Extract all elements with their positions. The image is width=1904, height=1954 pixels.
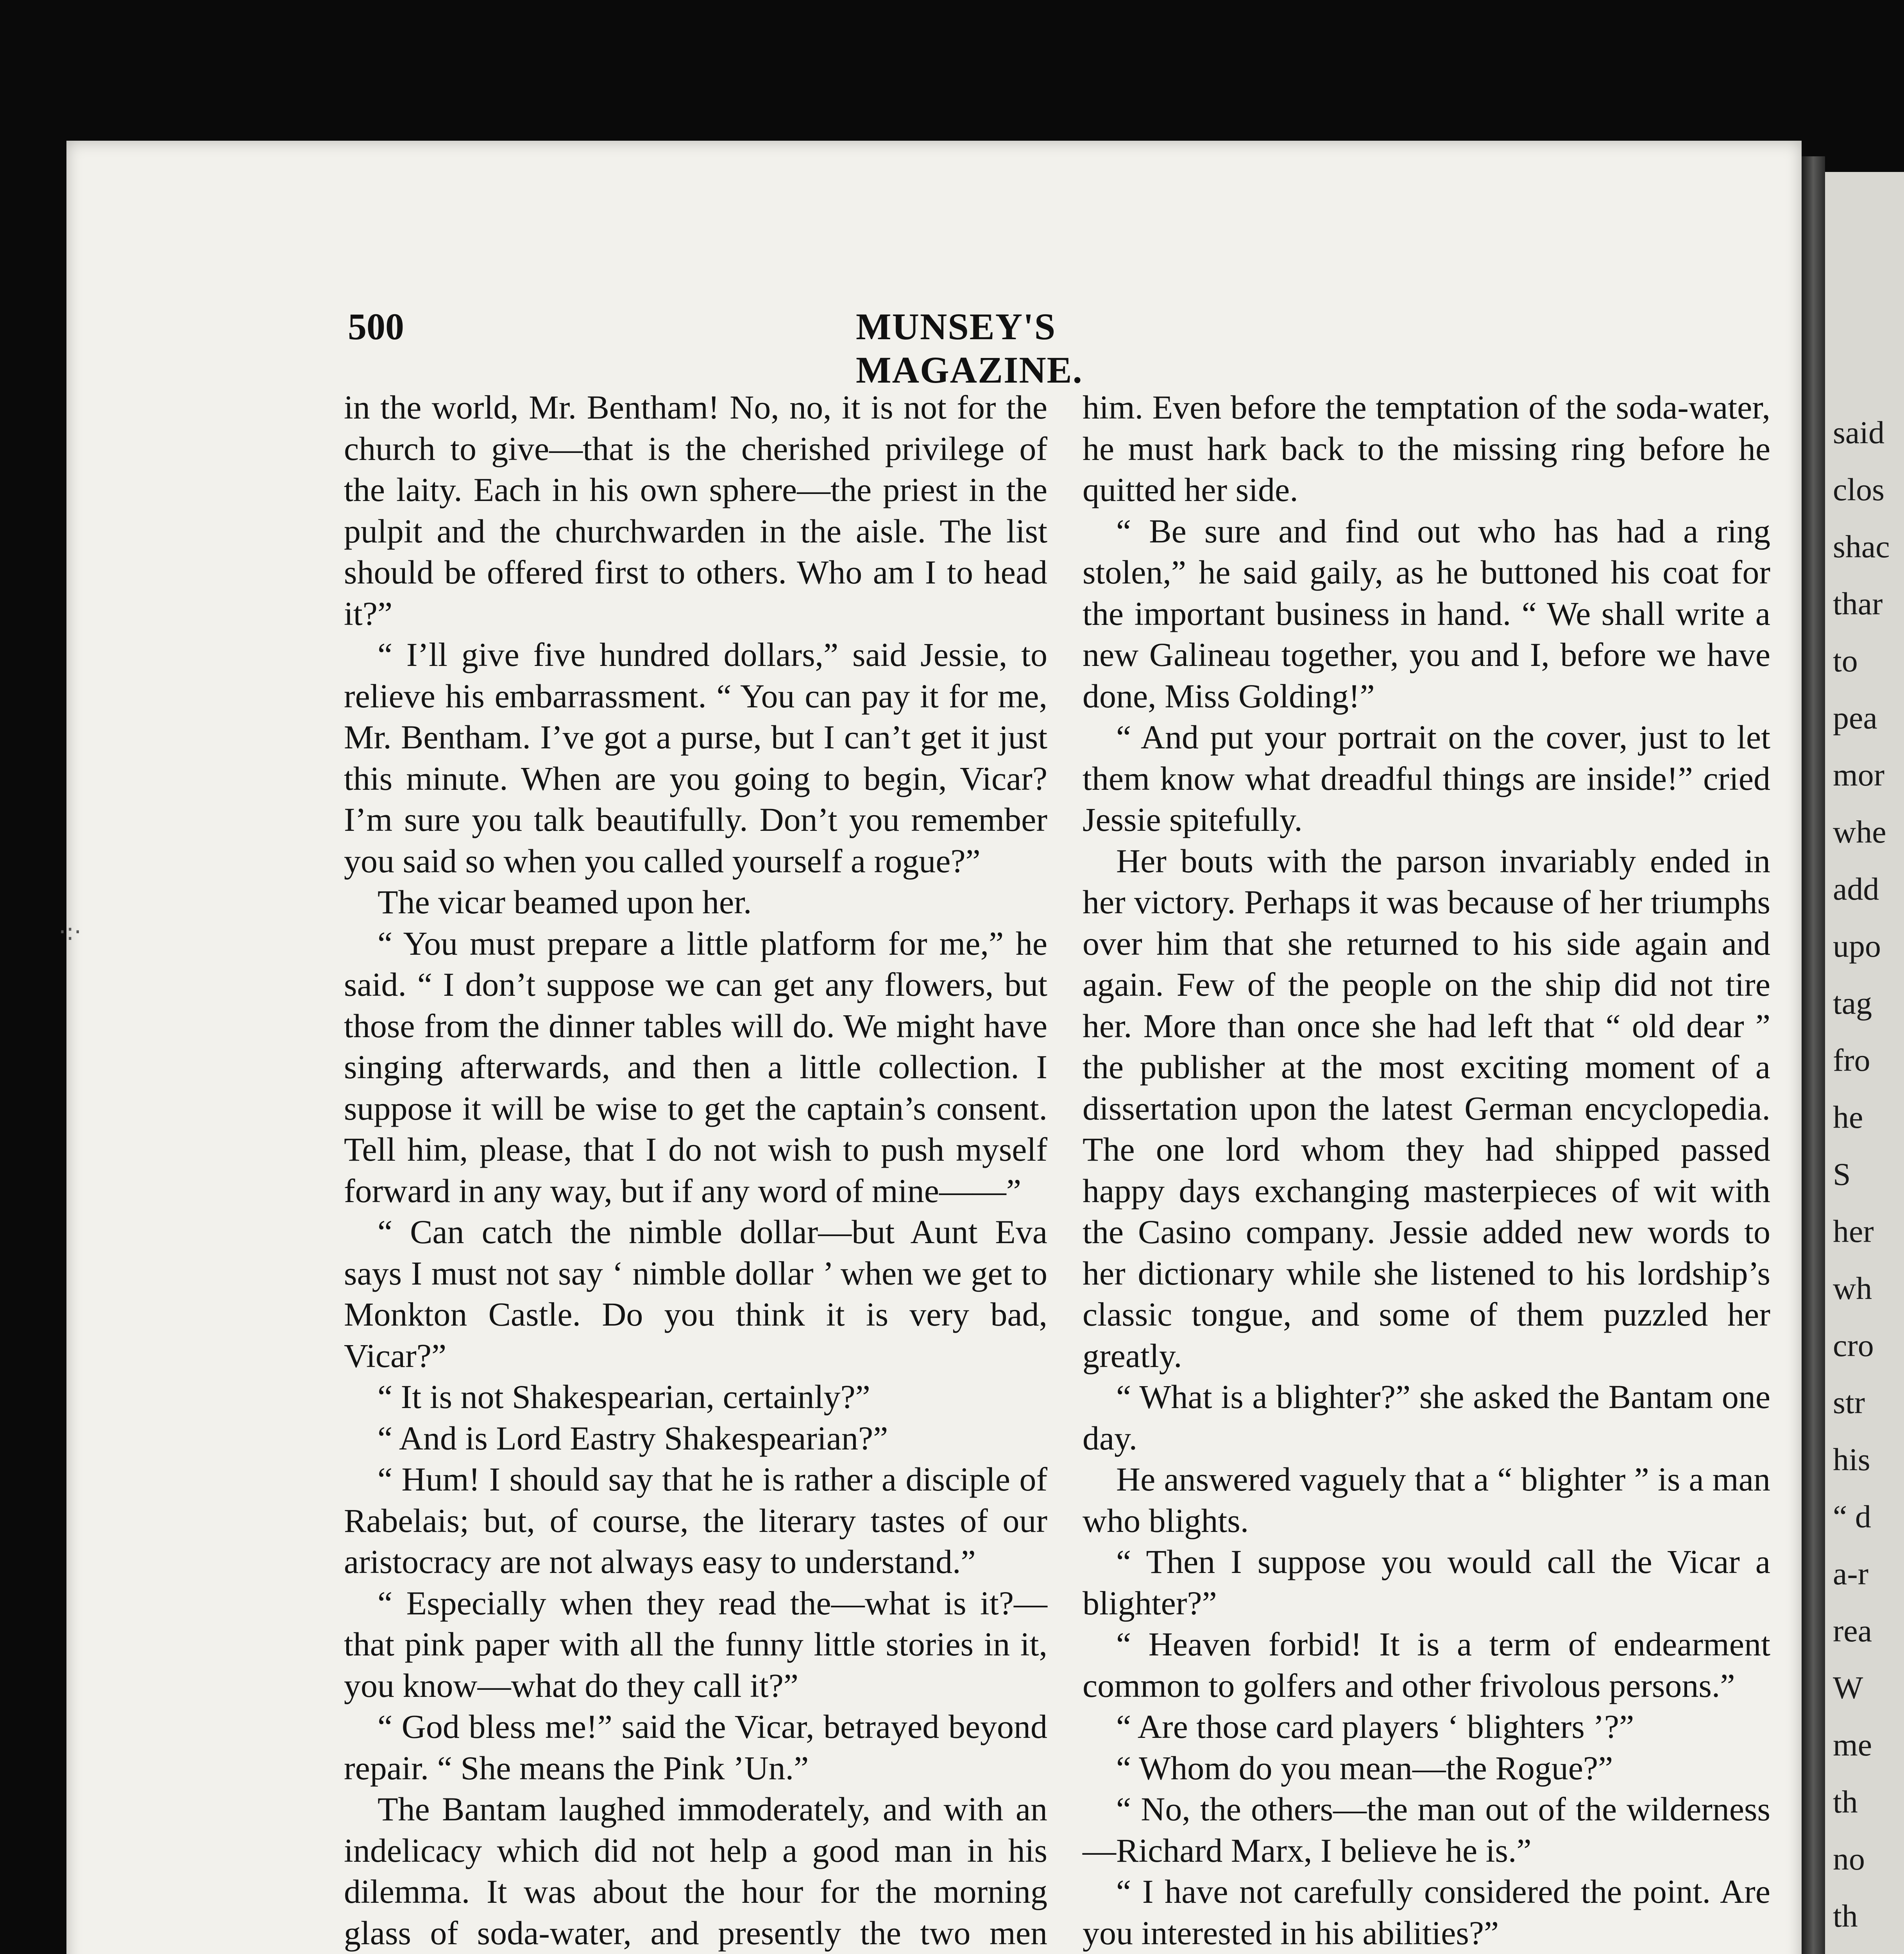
right-column-paragraph: “ I have not carefully considered the point. Are you interested in his abilities?” [1083, 1873, 1770, 1952]
facing-page-fragment: his [1833, 1442, 1870, 1477]
left-column-paragraph: “ Hum! I should say that he is rather a disciple of Rabelais; but, of course, the literary tastes of our aristocracy are not always easy to understand.” [344, 1460, 1047, 1580]
right-column-paragraph: “ Heaven forbid! It is a term of endearment common to golfers and other frivolous persons.” [1083, 1625, 1770, 1704]
facing-page-fragment: upo [1833, 928, 1881, 964]
facing-page-fragment: pea [1833, 700, 1877, 735]
facing-page-fragment: tag [1833, 985, 1872, 1021]
right-column-paragraph: “ Be sure and find out who has had a ring stolen,” he said gaily, as he buttoned his coat for the important business in hand. “ We shall write a new Galineau together, you and I, before we have done, Miss Golding!” [1083, 512, 1770, 715]
left-column [344, 387, 1047, 1954]
right-column-paragraph: “ No, the others—the man out of the wilderness—Richard Marx, I believe he is.” [1083, 1790, 1770, 1869]
facing-page-fragment: rea [1833, 1613, 1872, 1648]
right-column-paragraph: “ Whom do you mean—the Rogue?” [1116, 1749, 1613, 1787]
left-column-paragraph: “ I’ll give five hundred dollars,” said Jessie, to relieve his embarrassment. “ You can pay it for me, Mr. Bentham. I’ve got a purse, but I can’t get it just this minute. When are you going to begin, Vicar? I’m sure you talk beautifully. Don’t you remember you said so when you called yourself a rogue?” [344, 636, 1047, 880]
page-number: 500 [348, 306, 404, 347]
facing-page-fragment: a-r [1833, 1556, 1869, 1591]
right-column-paragraph: “ Then I suppose you would call the Vicar a blighter?” [1083, 1543, 1770, 1622]
facing-page-fragment: no [1833, 1841, 1865, 1877]
facing-page-fragment: str [1833, 1385, 1865, 1420]
left-column-paragraph: “ Especially when they read the—what is it?—that pink paper with all the funny little stories in it, you know—what do they call it?” [344, 1584, 1047, 1704]
facing-page-fragment: said [1833, 415, 1885, 450]
facing-page-edge [1825, 172, 1904, 1954]
facing-page-fragment: me [1833, 1727, 1872, 1763]
facing-page-fragment: add [1833, 871, 1879, 907]
right-column-paragraph: “ Are those card players ‘ blighters ’?” [1116, 1708, 1634, 1745]
facing-page-fragment: to [1833, 643, 1858, 678]
left-column-paragraph: “ God bless me!” said the Vicar, betrayed beyond repair. “ She means the Pink ’Un.” [344, 1708, 1047, 1787]
facing-page-fragment: clos [1833, 472, 1885, 507]
right-column [1083, 387, 1770, 1954]
left-column-paragraph: The Bantam laughed immoderately, and with an indelicacy which did not help a good man in his dilemma. It was about the hour for the morning glass of soda-water, and presently the two men [344, 1790, 1047, 1952]
right-column-paragraph: Her bouts with the parson invariably ended in her victory. Perhaps it was because of her triumphs over him that she returned to his side again and again. Few of the people on the ship did not tire her. More than once she had left that “ old dear ” the publisher at the most exciting moment of a dissertation upon the latest German encyclopedia. The one lord whom they had shipped passed happy days exchanging masterpieces of wit with the Casino company. Jessie added new words to her dictionary while she listened to his lordship’s classic tongue, and some of them puzzled her greatly. [1083, 842, 1770, 1374]
facing-page-fragment: whe [1833, 814, 1886, 850]
running-title: MUNSEY'S MAGAZINE. [856, 306, 1083, 391]
facing-page-fragment: cro [1833, 1328, 1874, 1363]
facing-page-fragment: her [1833, 1213, 1874, 1249]
facing-page-fragment: “ d [1833, 1499, 1871, 1534]
facing-page-fragment: he [1833, 1099, 1863, 1135]
right-column-paragraph: He answered vaguely that a “ blighter ” is a man who blights. [1083, 1460, 1770, 1539]
left-column-paragraph: The vicar beamed upon her. [378, 883, 752, 921]
right-column-paragraph: “ And put your portrait on the cover, just to let them know what dreadful things are inside!” cried Jessie spitefully. [1083, 718, 1770, 838]
facing-page-fragment: shac [1833, 529, 1890, 564]
facing-page-fragment: mor [1833, 757, 1885, 793]
facing-page-fragment: wh [1833, 1270, 1872, 1306]
margin-smudge: ·:· [59, 918, 82, 946]
page-header [348, 305, 1286, 391]
facing-page-fragment: th [1833, 1784, 1858, 1820]
facing-page-fragment: thar [1833, 586, 1883, 621]
book-spine [1802, 156, 1825, 1954]
right-column-paragraph: “ What is a blighter?” she asked the Bantam one day. [1083, 1378, 1770, 1457]
right-column-paragraph: him. Even before the temptation of the soda-water, he must hark back to the missing ring before he quitted her side. [1083, 388, 1770, 508]
left-column-paragraph: “ Can catch the nimble dollar—but Aunt Eva says I must not say ‘ nimble dollar ’ when we get to Monkton Castle. Do you think it is very bad, Vicar?” [344, 1213, 1047, 1374]
left-column-paragraph: “ You must prepare a little platform for me,” he said. “ I don’t suppose we can get any flowers, but those from the dinner tables will do. We might have singing afterwards, and then a little collection. I suppose it will be wise to get the captain’s consent. Tell him, please, that I do not wish to push myself forward in any way, but if any word of mine——” [344, 924, 1047, 1210]
facing-page-fragment: th [1833, 1898, 1858, 1934]
facing-page-fragment: S [1833, 1156, 1851, 1192]
facing-page-fragment: fro [1833, 1042, 1870, 1078]
facing-page-fragment: W [1833, 1670, 1863, 1705]
left-column-paragraph: in the world, Mr. Bentham! No, no, it is not for the church to give—that is the cherished privilege of the laity. Each in his own sphere—the priest in the pulpit and the churchwarden in the aisle. The list should be offered first to others. Who am I to head it?” [344, 388, 1047, 632]
left-column-paragraph: “ It is not Shakespearian, certainly?” [378, 1378, 870, 1415]
left-column-paragraph: “ And is Lord Eastry Shakespearian?” [378, 1419, 888, 1457]
